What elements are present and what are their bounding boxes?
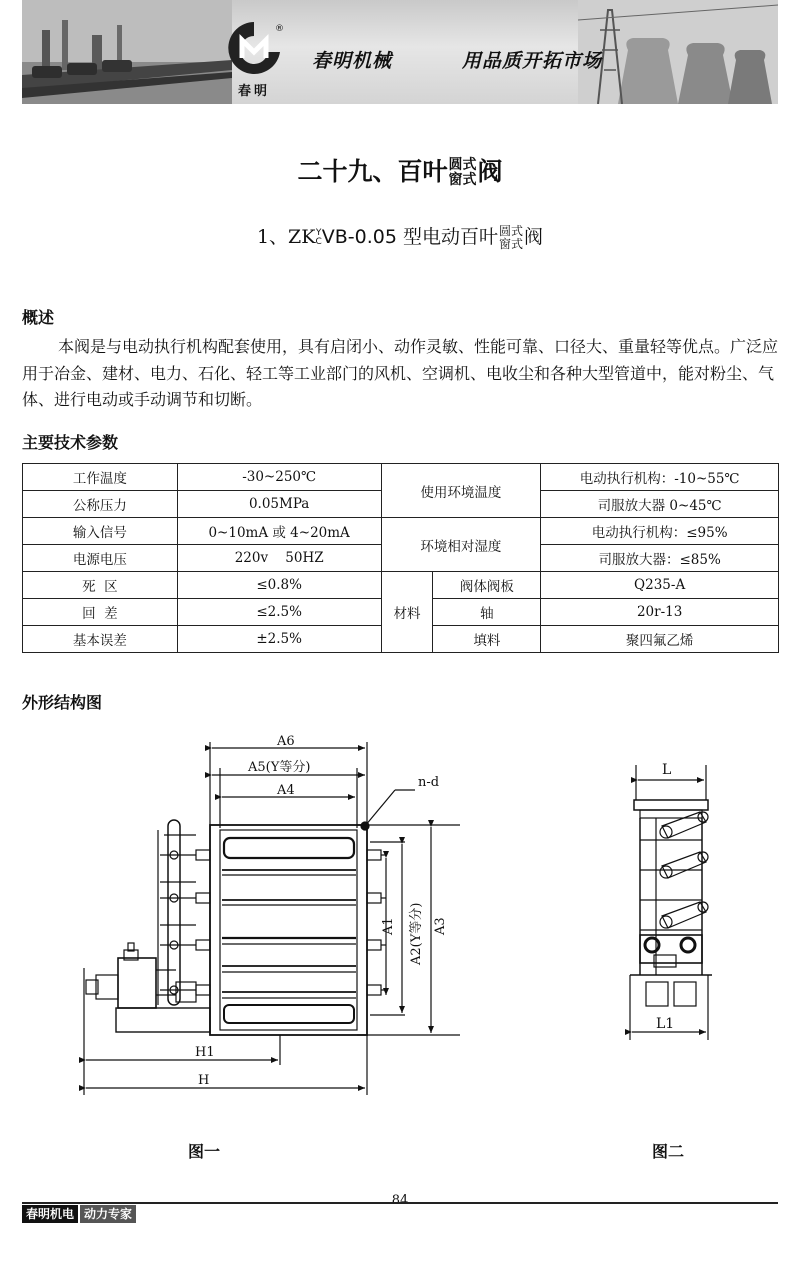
material-part: 轴 <box>433 599 541 626</box>
dim-a6: A6 <box>277 734 295 749</box>
dim-nd: n-d <box>418 775 440 790</box>
page-number: 84 <box>391 1193 409 1208</box>
slogan-company: 春明机械 <box>312 50 393 72</box>
dim-a3: A3 <box>433 917 448 935</box>
page-subtitle <box>0 222 800 251</box>
figure-two <box>630 765 712 1040</box>
subtitle-model: VB-0.05 型电动百叶 <box>321 226 498 248</box>
subtitle-suffix: 阀 <box>524 226 544 248</box>
dim-a4: A4 <box>277 783 295 798</box>
material-value: 20r-13 <box>541 599 779 626</box>
footer-tagline: 动力专家 <box>80 1205 136 1223</box>
param-label: 回 差 <box>23 599 178 626</box>
env-item: 司服放大器：≤85% <box>541 545 779 572</box>
table-row <box>23 464 779 491</box>
footer-brand <box>22 1205 136 1223</box>
table-row <box>23 518 779 545</box>
subtitle-stack-top: 圆式 <box>499 223 524 238</box>
param-value: ≤0.8% <box>177 572 381 599</box>
param-label: 输入信号 <box>23 518 178 545</box>
material-group: 材料 <box>381 572 433 653</box>
subtitle-stack-bottom: 窗式 <box>499 236 524 251</box>
dim-a2: A2(Y等分) <box>409 902 424 965</box>
spec-table <box>22 463 779 653</box>
env-item: 电动执行机构：≤95% <box>541 518 779 545</box>
dim-l1: L1 <box>656 1016 675 1032</box>
dim-a1: A1 <box>381 917 396 935</box>
subtitle-prefix: 1、ZK <box>256 226 316 248</box>
subtitle-sub: C <box>315 236 322 247</box>
material-part: 阀体阀板 <box>433 572 541 599</box>
subtitle-sup: Y <box>315 227 322 238</box>
dim-h: H <box>198 1073 210 1088</box>
header-banner <box>22 0 778 104</box>
slogan-quality: 用品质开拓市场 <box>462 50 603 72</box>
footer-brand-name: 春明机电 <box>22 1205 78 1223</box>
env-temp-group: 使用环境温度 <box>381 464 541 518</box>
params-heading: 主要技术参数 <box>22 433 119 452</box>
logo-name: 春明 <box>237 84 270 99</box>
param-value: 0~10mA 或 4~20mA <box>177 518 381 545</box>
env-item: 电动执行机构：-10~55℃ <box>541 464 779 491</box>
title-stack-bottom: 窗式 <box>448 172 477 188</box>
title-stack <box>449 158 477 188</box>
page-title <box>0 152 800 188</box>
drawing-heading: 外形结构图 <box>22 693 103 712</box>
title-prefix: 二十九、百叶 <box>297 157 448 186</box>
param-label: 公称压力 <box>23 491 178 518</box>
param-value: -30~250℃ <box>177 464 381 491</box>
material-part: 填料 <box>433 626 541 653</box>
dim-h1: H1 <box>195 1045 215 1060</box>
structure-drawing <box>0 720 800 1140</box>
param-value: 220v 50HZ <box>177 545 381 572</box>
dim-l: L <box>662 762 672 778</box>
subtitle-stack <box>499 225 523 251</box>
industrial-scene-image <box>22 0 232 104</box>
overview-paragraph <box>22 334 782 414</box>
figure-one <box>84 742 460 1095</box>
caption-figure-two: 图二 <box>652 1142 685 1161</box>
material-value: Q235-A <box>541 572 779 599</box>
footer-divider <box>22 1202 778 1204</box>
param-value: ≤2.5% <box>177 599 381 626</box>
env-item: 司服放大器 0~45℃ <box>541 491 779 518</box>
param-label: 电源电压 <box>23 545 178 572</box>
title-stack-top: 圆式 <box>448 157 477 173</box>
caption-figure-one: 图一 <box>188 1142 221 1161</box>
registered-mark: ® <box>275 24 284 34</box>
param-label: 基本误差 <box>23 626 178 653</box>
overview-text: 本阀是与电动执行机构配套使用，具有启闭小、动作灵敏、性能可靠、口径大、重量轻等优点。广泛应用于冶金、建材、电力、石化、轻工等工业部门的风机、空调机、电收尘和各种大型管道中，能对粉尘、气体、进行电动或手动调节和切断。 <box>22 337 779 409</box>
table-row <box>23 572 779 599</box>
param-label: 死 区 <box>23 572 178 599</box>
param-value: ±2.5% <box>177 626 381 653</box>
env-humidity-group: 环境相对湿度 <box>381 518 541 572</box>
title-suffix: 阀 <box>477 157 503 186</box>
param-label: 工作温度 <box>23 464 178 491</box>
material-value: 聚四氟乙烯 <box>541 626 779 653</box>
overview-heading: 概述 <box>22 308 55 327</box>
power-plant-scene-image <box>578 0 778 104</box>
dim-a5: A5(Y等分) <box>248 760 311 775</box>
param-value: 0.05MPa <box>177 491 381 518</box>
